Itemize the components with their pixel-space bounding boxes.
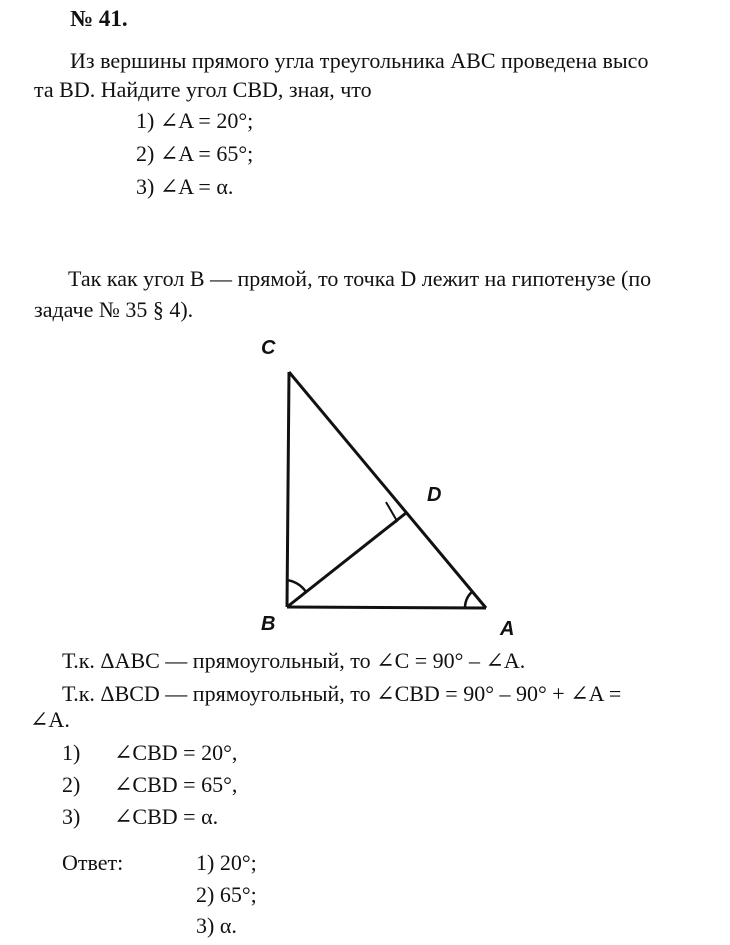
solution-intro-line-1: Так как угол B — прямой, то точка D лежит на гипотенузе (по [68,266,652,291]
solution-step-2-line-1: Т.к. ΔBCD — прямоугольный, то ∠CBD = 90° – 90° + ∠A = [62,681,622,706]
solution-intro-line-2: задаче № 35 § 4). [34,297,194,322]
problem-case-1: 1) ∠A = 20°; [136,108,254,133]
answer-value-2: 2) 65°; [196,882,257,907]
solution-step-2-line-2: ∠A. [30,707,70,732]
vertex-label-a: A [500,618,515,640]
side-ca [289,372,486,608]
problem-text-line-2: та BD. Найдите угол CBD, зная, что [34,77,372,102]
result-2-number: 2) [62,772,81,797]
angle-a-arc [465,591,473,607]
problem-case-3: 3) ∠A = α. [136,174,234,199]
problem-text-line-1: Из вершины прямого угла треугольника ABC проведена высо [70,48,649,73]
result-1-number: 1) [62,740,81,765]
problem-case-2: 2) ∠A = 65°; [136,141,254,166]
vertex-label-c: C [261,337,276,359]
result-1-expression: ∠CBD = 20°, [114,740,238,765]
result-3-number: 3) [62,804,81,829]
vertex-label-b: B [261,613,276,635]
result-3-expression: ∠CBD = α. [114,804,219,829]
result-2-expression: ∠CBD = 65°, [114,772,238,797]
answer-value-1: 1) 20°; [196,850,257,875]
right-angle-marker [378,502,397,535]
side-cb [287,372,289,607]
vertex-label-d: D [427,484,442,506]
problem-number: № 41. [70,6,128,31]
angle-b-arc [286,580,306,592]
side-ba [287,607,486,608]
answer-value-3: 3) α. [196,913,237,938]
answer-label: Ответ: [62,850,124,875]
solution-step-1: Т.к. ΔABC — прямоугольный, то ∠C = 90° – ∠A. [62,648,526,673]
